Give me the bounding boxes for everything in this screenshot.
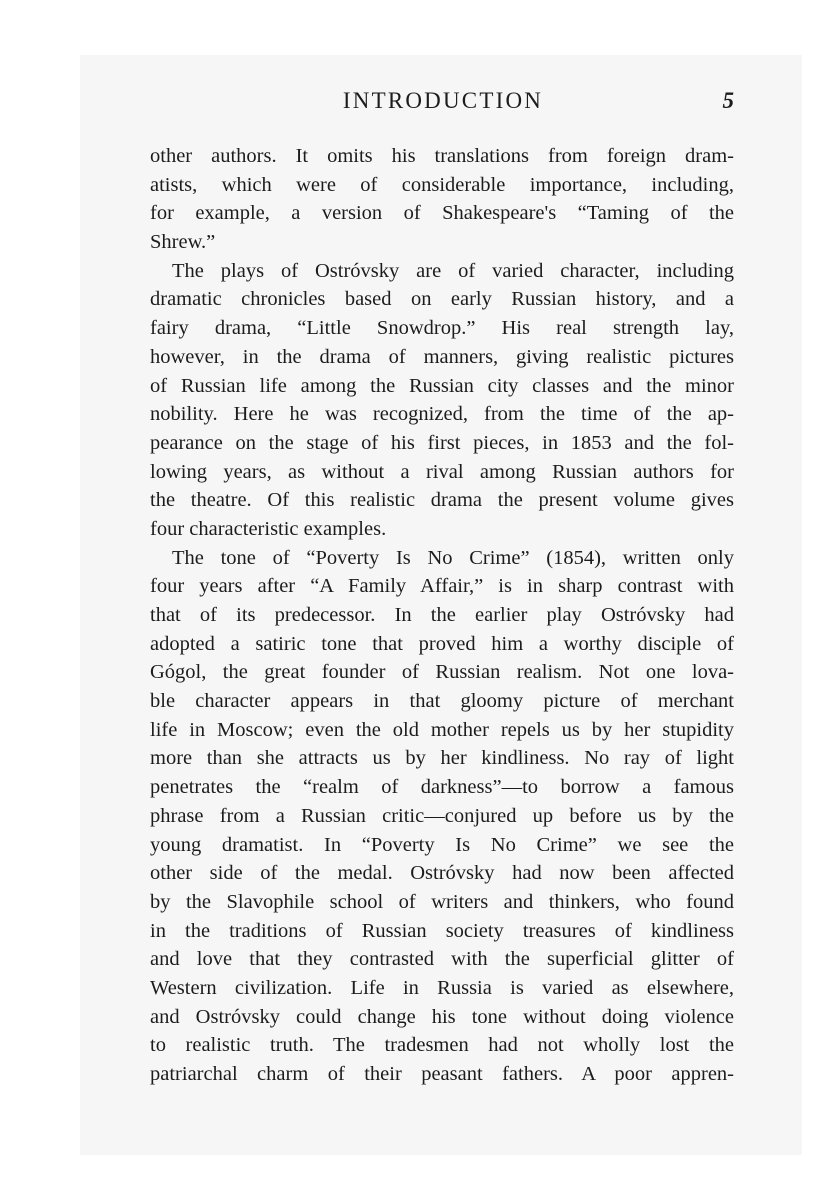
text-line: young dramatist. In “Poverty Is No Crime” we see the: [150, 833, 734, 856]
text-line: dramatic chronicles based on early Russian history, and a: [150, 288, 734, 311]
text-line: adopted a satiric tone that proved him a worthy disciple of: [150, 632, 734, 655]
text-line: pearance on the stage of his first pieces, in 1853 and the fol-: [150, 431, 734, 454]
text-line: and love that they contrasted with the superficial glitter of: [150, 948, 734, 971]
text-line: of Russian life among the Russian city classes and the minor: [150, 374, 734, 397]
text-line: by the Slavophile school of writers and thinkers, who found: [150, 890, 734, 913]
text-line: The plays of Ostróvsky are of varied character, including: [172, 259, 734, 282]
text-line: other authors. It omits his translations from foreign dram-: [150, 145, 734, 167]
text-line: ble character appears in that gloomy picture of merchant: [150, 690, 734, 713]
text-line: Western civilization. Life in Russia is varied as elsewhere,: [150, 976, 734, 999]
text-line: fairy drama, “Little Snowdrop.” His real strength lay,: [150, 317, 734, 340]
text-line: more than she attracts us by her kindliness. No ray of light: [150, 747, 734, 770]
body-text: [150, 142, 734, 1089]
text-line: the theatre. Of this realistic drama the present volume gives: [150, 489, 734, 512]
text-line: in the traditions of Russian society treasures of kindliness: [150, 919, 734, 942]
page-title: INTRODUCTION: [342, 88, 544, 113]
text-line: atists, which were of considerable importance, including,: [150, 173, 734, 196]
text-line: patriarchal charm of their peasant fathers. A poor appren-: [150, 1063, 734, 1085]
text-line: four characteristic examples.: [150, 517, 387, 540]
text-line: other side of the medal. Ostróvsky had now been affected: [150, 862, 734, 885]
text-line: and Ostróvsky could change his tone without doing violence: [150, 1005, 734, 1028]
text-line: that of its predecessor. In the earlier play Ostróvsky had: [150, 604, 734, 626]
text-line: life in Moscow; even the old mother repels us by her stupidity: [150, 718, 734, 741]
text-line: to realistic truth. The tradesmen had not wholly lost the: [150, 1034, 734, 1057]
text-line: lowing years, as without a rival among Russian authors for: [150, 460, 734, 483]
running-head: [150, 88, 736, 120]
text-line: for example, a version of Shakespeare's “Taming of the: [150, 202, 734, 225]
text-line: phrase from a Russian critic—conjured up before us by the: [150, 804, 734, 827]
text-line: Shrew.”: [150, 231, 216, 254]
text-line: Gógol, the great founder of Russian realism. Not one lova-: [150, 661, 734, 684]
text-line: four years after “A Family Affair,” is in sharp contrast with: [150, 575, 734, 598]
page-number: 5: [722, 88, 734, 113]
text-line: nobility. Here he was recognized, from the time of the ap-: [150, 403, 734, 426]
text-line: The tone of “Poverty Is No Crime” (1854), written only: [172, 546, 734, 569]
text-line: however, in the drama of manners, giving realistic pictures: [150, 345, 734, 368]
text-line: penetrates the “realm of darkness”—to borrow a famous: [150, 776, 734, 799]
